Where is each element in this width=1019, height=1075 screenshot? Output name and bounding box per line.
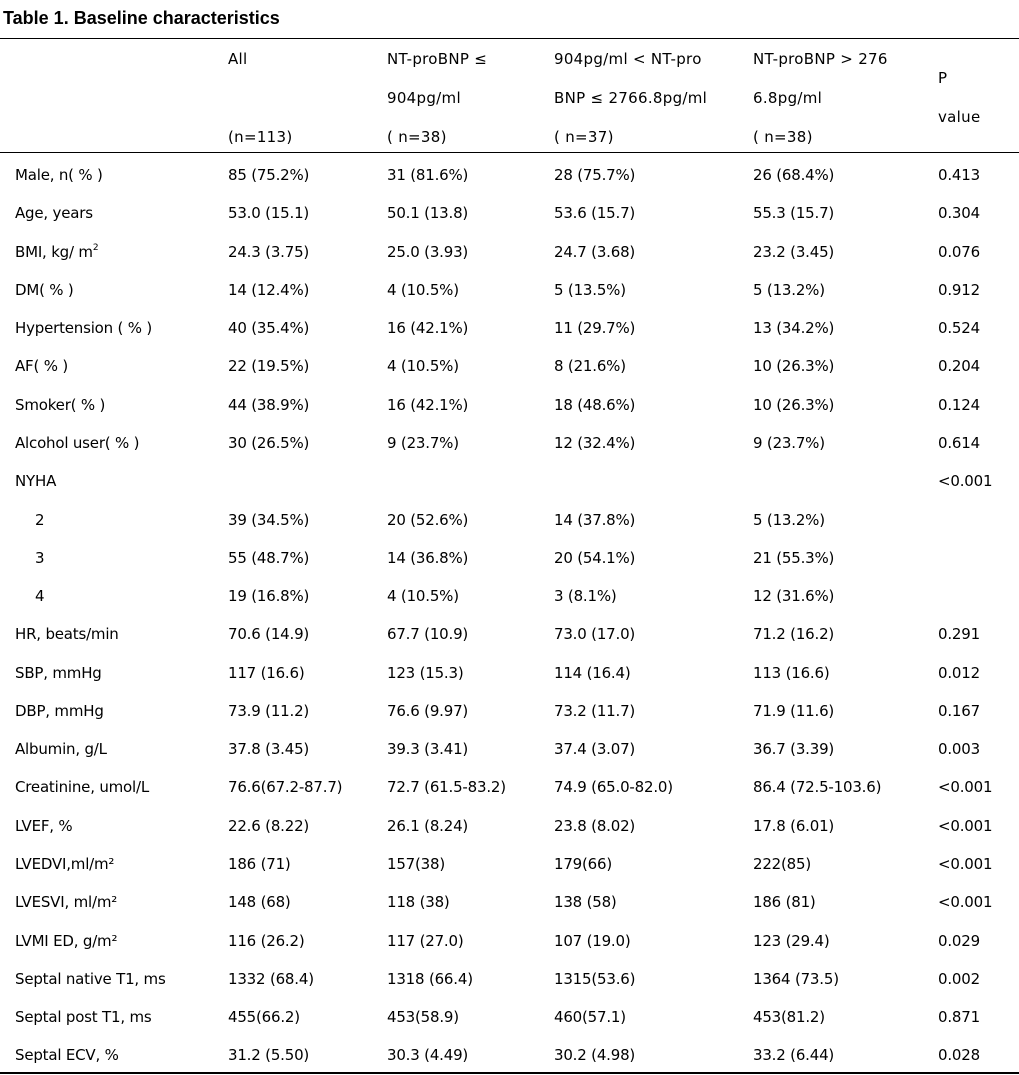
- cell-group3-text: 71.9 (11.6): [753, 702, 835, 720]
- cell-all: [228, 777, 342, 797]
- row-label: [15, 969, 166, 989]
- cell-group1-text: 4 (10.5%): [387, 357, 459, 375]
- cell-group1: [387, 548, 468, 568]
- cell-all-text: 70.6 (14.9): [228, 625, 310, 643]
- cell-p-value: [938, 1045, 980, 1065]
- row-label: [15, 854, 114, 874]
- row-label-text: 4: [35, 587, 45, 605]
- cell-group1-text: 4 (10.5%): [387, 587, 459, 605]
- row-label-text: Male, n( % ): [15, 166, 103, 184]
- cell-group3: [753, 816, 834, 836]
- row-label: [15, 624, 119, 644]
- cell-group2-text: 30.2 (4.98): [554, 1046, 636, 1064]
- cell-group2-text: 3 (8.1%): [554, 587, 617, 605]
- row-label: [15, 242, 98, 262]
- cell-group3-text: 453(81.2): [753, 1008, 825, 1026]
- cell-p-value: [938, 854, 992, 874]
- cell-all: [228, 548, 309, 568]
- cell-all: [228, 969, 314, 989]
- row-label-text: SBP, mmHg: [15, 664, 102, 682]
- header-group3-cont: 6.8pg/ml: [753, 89, 823, 107]
- cell-p-value-text: 0.304: [938, 204, 980, 222]
- row-label: [15, 663, 102, 683]
- header-group2: 904pg/ml < NT-pro: [554, 50, 702, 68]
- cell-all: [228, 892, 291, 912]
- cell-all-text: 24.3 (3.75): [228, 243, 310, 261]
- cell-group2-text: 28 (75.7%): [554, 166, 636, 184]
- cell-group1-text: 16 (42.1%): [387, 396, 469, 414]
- cell-group3-text: 71.2 (16.2): [753, 625, 835, 643]
- cell-group3: [753, 586, 834, 606]
- row-label-text: AF( % ): [15, 357, 68, 375]
- cell-group3: [753, 739, 834, 759]
- cell-group3-text: 5 (13.2%): [753, 281, 825, 299]
- cell-group1-text: 1318 (66.4): [387, 970, 473, 988]
- row-label: [15, 816, 72, 836]
- row-label-text: Septal post T1, ms: [15, 1008, 152, 1026]
- cell-p-value: [938, 165, 980, 185]
- cell-group1: [387, 165, 468, 185]
- cell-all: [228, 356, 309, 376]
- cell-p-value-text: 0.029: [938, 932, 980, 950]
- cell-group1-text: 26.1 (8.24): [387, 817, 469, 835]
- cell-group2-text: 74.9 (65.0-82.0): [554, 778, 673, 796]
- row-label-text: LVEF, %: [15, 817, 73, 835]
- superscript: 2: [92, 243, 99, 253]
- cell-group2-text: 73.2 (11.7): [554, 702, 636, 720]
- cell-group2-text: 37.4 (3.07): [554, 740, 636, 758]
- cell-group2: [554, 433, 635, 453]
- cell-all: [228, 395, 309, 415]
- cell-group1-text: 67.7 (10.9): [387, 625, 469, 643]
- cell-group2: [554, 318, 635, 338]
- cell-group3-text: 23.2 (3.45): [753, 243, 835, 261]
- cell-group2-text: 5 (13.5%): [554, 281, 626, 299]
- header-group3: NT-proBNP > 276: [753, 50, 888, 68]
- cell-group2: [554, 203, 635, 223]
- cell-p-value-text: 0.076: [938, 243, 980, 261]
- row-label: [15, 203, 93, 223]
- cell-group3: [753, 931, 830, 951]
- cell-all-text: 76.6(67.2-87.7): [228, 778, 343, 796]
- cell-p-value-text: 0.912: [938, 281, 980, 299]
- cell-group1: [387, 777, 506, 797]
- row-label-text: Septal ECV, %: [15, 1046, 119, 1064]
- row-label: [15, 1007, 152, 1027]
- cell-group1: [387, 1045, 468, 1065]
- row-label: [15, 471, 56, 491]
- cell-all-text: 73.9 (11.2): [228, 702, 310, 720]
- cell-all-text: 148 (68): [228, 893, 291, 911]
- cell-group1-text: 453(58.9): [387, 1008, 459, 1026]
- cell-group3: [753, 701, 834, 721]
- cell-group1-text: 20 (52.6%): [387, 511, 469, 529]
- cell-p-value-text: 0.413: [938, 166, 980, 184]
- row-label: [15, 1045, 119, 1065]
- row-label: [15, 892, 117, 912]
- cell-group3: [753, 280, 825, 300]
- cell-group1-text: 123 (15.3): [387, 664, 464, 682]
- cell-group1-text: 76.6 (9.97): [387, 702, 469, 720]
- cell-all: [228, 510, 309, 530]
- cell-group1-text: 31 (81.6%): [387, 166, 469, 184]
- cell-group3: [753, 854, 811, 874]
- cell-group3: [753, 318, 834, 338]
- header-group1-n: ( n=38): [387, 128, 447, 146]
- cell-all-text: 22.6 (8.22): [228, 817, 310, 835]
- cell-group3-text: 10 (26.3%): [753, 357, 835, 375]
- cell-group3-text: 123 (29.4): [753, 932, 830, 950]
- row-label: [35, 586, 44, 606]
- cell-group2-text: 138 (58): [554, 893, 617, 911]
- cell-all: [228, 816, 309, 836]
- row-label: [15, 395, 105, 415]
- cell-group3-text: 17.8 (6.01): [753, 817, 835, 835]
- cell-p-value: [938, 242, 980, 262]
- cell-group3-text: 5 (13.2%): [753, 511, 825, 529]
- cell-group1-text: 14 (36.8%): [387, 549, 469, 567]
- cell-group1: [387, 701, 468, 721]
- cell-all-text: 1332 (68.4): [228, 970, 314, 988]
- cell-all: [228, 586, 309, 606]
- cell-group3-text: 33.2 (6.44): [753, 1046, 835, 1064]
- row-label: [15, 433, 139, 453]
- cell-group1: [387, 395, 468, 415]
- cell-group3: [753, 548, 834, 568]
- row-label: [15, 165, 103, 185]
- row-label-text: DBP, mmHg: [15, 702, 104, 720]
- cell-group3: [753, 1045, 834, 1065]
- cell-all-text: 186 (71): [228, 855, 291, 873]
- cell-group1: [387, 1007, 459, 1027]
- cell-group3: [753, 165, 834, 185]
- row-label-text: Age, years: [15, 204, 93, 222]
- cell-group1: [387, 624, 468, 644]
- cell-group1: [387, 663, 464, 683]
- cell-all: [228, 165, 309, 185]
- header-group3-n: ( n=38): [753, 128, 813, 146]
- top-rule: [0, 38, 1019, 39]
- cell-group2-text: 107 (19.0): [554, 932, 631, 950]
- cell-group2-text: 20 (54.1%): [554, 549, 636, 567]
- cell-group3: [753, 395, 834, 415]
- cell-p-value: [938, 624, 980, 644]
- cell-group1: [387, 854, 445, 874]
- cell-group3: [753, 777, 881, 797]
- cell-group2: [554, 854, 612, 874]
- header-group1-cont: 904pg/ml: [387, 89, 461, 107]
- cell-group2: [554, 663, 631, 683]
- cell-p-value: [938, 892, 992, 912]
- cell-all-text: 44 (38.9%): [228, 396, 310, 414]
- cell-group2: [554, 777, 673, 797]
- cell-group2: [554, 892, 617, 912]
- cell-group2: [554, 969, 635, 989]
- cell-p-value-text: 0.124: [938, 396, 980, 414]
- cell-all-text: 455(66.2): [228, 1008, 300, 1026]
- header-all-n: (n=113): [228, 128, 293, 146]
- cell-group3-text: 12 (31.6%): [753, 587, 835, 605]
- cell-group3-text: 13 (34.2%): [753, 319, 835, 337]
- cell-p-value: [938, 356, 980, 376]
- cell-group3: [753, 242, 834, 262]
- cell-group1: [387, 892, 450, 912]
- cell-group2: [554, 624, 635, 644]
- cell-group3: [753, 433, 825, 453]
- cell-group2-text: 11 (29.7%): [554, 319, 636, 337]
- cell-all: [228, 624, 309, 644]
- cell-group1-text: 157(38): [387, 855, 446, 873]
- row-label-text: LVEDVI,ml/m²: [15, 855, 115, 873]
- cell-group1: [387, 510, 468, 530]
- cell-group3-text: 86.4 (72.5-103.6): [753, 778, 882, 796]
- row-label-text: Albumin, g/L: [15, 740, 107, 758]
- bottom-rule: [0, 1072, 1019, 1074]
- row-label: [15, 701, 104, 721]
- cell-all: [228, 280, 309, 300]
- cell-p-value-text: 0.524: [938, 319, 980, 337]
- cell-all-text: 53.0 (15.1): [228, 204, 310, 222]
- cell-group1: [387, 280, 459, 300]
- cell-p-value: [938, 433, 980, 453]
- cell-group2: [554, 1007, 626, 1027]
- cell-p-value-text: 0.028: [938, 1046, 980, 1064]
- cell-p-value: [938, 203, 980, 223]
- cell-all: [228, 931, 305, 951]
- row-label-text: LVESVI, ml/m²: [15, 893, 118, 911]
- cell-group2: [554, 395, 635, 415]
- cell-group1: [387, 318, 468, 338]
- cell-group1: [387, 816, 468, 836]
- cell-all-text: 30 (26.5%): [228, 434, 310, 452]
- cell-group1: [387, 242, 468, 262]
- cell-group1-text: 25.0 (3.93): [387, 243, 469, 261]
- cell-group2: [554, 701, 635, 721]
- cell-all: [228, 739, 309, 759]
- row-label-text: DM( % ): [15, 281, 74, 299]
- cell-group1: [387, 969, 473, 989]
- cell-all: [228, 433, 309, 453]
- row-label-text: Hypertension ( % ): [15, 319, 153, 337]
- cell-group2: [554, 165, 635, 185]
- row-label: [15, 777, 149, 797]
- cell-all-text: 31.2 (5.50): [228, 1046, 310, 1064]
- cell-group1-text: 72.7 (61.5-83.2): [387, 778, 506, 796]
- cell-all: [228, 1007, 300, 1027]
- cell-group3-text: 113 (16.6): [753, 664, 830, 682]
- cell-group3-text: 9 (23.7%): [753, 434, 825, 452]
- cell-p-value-text: 0.614: [938, 434, 980, 452]
- cell-group1-text: 118 (38): [387, 893, 450, 911]
- cell-p-value-text: <0.001: [938, 817, 993, 835]
- cell-all-text: 19 (16.8%): [228, 587, 310, 605]
- cell-group3: [753, 624, 834, 644]
- cell-group2: [554, 931, 631, 951]
- cell-p-value: [938, 280, 980, 300]
- row-label-text: 2: [35, 511, 45, 529]
- row-label: [35, 510, 44, 530]
- cell-p-value: [938, 1007, 980, 1027]
- cell-group3-text: 55.3 (15.7): [753, 204, 835, 222]
- cell-group1: [387, 203, 468, 223]
- row-label: [35, 548, 44, 568]
- cell-group1: [387, 586, 459, 606]
- cell-all-text: 85 (75.2%): [228, 166, 310, 184]
- cell-group2-text: 14 (37.8%): [554, 511, 636, 529]
- cell-group2: [554, 739, 635, 759]
- cell-all: [228, 242, 309, 262]
- header-group2-n: ( n=37): [554, 128, 614, 146]
- cell-group3: [753, 510, 825, 530]
- cell-p-value-text: 0.002: [938, 970, 980, 988]
- cell-p-value-text: <0.001: [938, 855, 993, 873]
- cell-group3-text: 222(85): [753, 855, 812, 873]
- cell-group3-text: 1364 (73.5): [753, 970, 839, 988]
- cell-group3-text: 26 (68.4%): [753, 166, 835, 184]
- table-title: Table 1. Baseline characteristics: [3, 8, 280, 28]
- cell-p-value: [938, 931, 980, 951]
- cell-group3: [753, 203, 834, 223]
- cell-group3-text: 21 (55.3%): [753, 549, 835, 567]
- cell-all-text: 116 (26.2): [228, 932, 305, 950]
- row-label-text: Septal native T1, ms: [15, 970, 166, 988]
- cell-group2-text: 73.0 (17.0): [554, 625, 636, 643]
- cell-p-value-text: 0.167: [938, 702, 980, 720]
- cell-group2-text: 23.8 (8.02): [554, 817, 636, 835]
- cell-all: [228, 701, 309, 721]
- header-group1: NT-proBNP ≤: [387, 50, 488, 68]
- cell-group2-text: 53.6 (15.7): [554, 204, 636, 222]
- cell-group2-text: 12 (32.4%): [554, 434, 636, 452]
- row-label-text: LVMI ED, g/m²: [15, 932, 118, 950]
- cell-group2-text: 18 (48.6%): [554, 396, 636, 414]
- cell-p-value-text: <0.001: [938, 472, 993, 490]
- cell-all: [228, 854, 291, 874]
- cell-group3-text: 186 (81): [753, 893, 816, 911]
- cell-all: [228, 663, 305, 683]
- header-all: All: [228, 50, 248, 68]
- cell-all-text: 40 (35.4%): [228, 319, 310, 337]
- cell-all-text: 14 (12.4%): [228, 281, 310, 299]
- cell-all-text: 22 (19.5%): [228, 357, 310, 375]
- row-label: [15, 931, 117, 951]
- cell-all: [228, 1045, 309, 1065]
- row-label-text: Smoker( % ): [15, 396, 106, 414]
- row-label: [15, 356, 68, 376]
- cell-group2: [554, 242, 635, 262]
- cell-group1: [387, 356, 459, 376]
- cell-group3-text: 36.7 (3.39): [753, 740, 835, 758]
- row-label: [15, 739, 107, 759]
- cell-p-value: [938, 739, 980, 759]
- cell-group2: [554, 548, 635, 568]
- cell-p-value-text: 0.012: [938, 664, 980, 682]
- cell-p-value-text: 0.204: [938, 357, 980, 375]
- cell-group2-text: 1315(53.6): [554, 970, 636, 988]
- cell-group2: [554, 1045, 635, 1065]
- cell-p-value: [938, 777, 992, 797]
- row-label: [15, 280, 74, 300]
- row-label-text: HR, beats/min: [15, 625, 119, 643]
- cell-group1-text: 30.3 (4.49): [387, 1046, 469, 1064]
- cell-p-value: [938, 663, 980, 683]
- cell-p-value-text: <0.001: [938, 778, 993, 796]
- cell-group3: [753, 356, 834, 376]
- cell-group2: [554, 280, 626, 300]
- cell-group3: [753, 892, 816, 912]
- cell-all-text: 117 (16.6): [228, 664, 305, 682]
- cell-group2-text: 179(66): [554, 855, 613, 873]
- cell-group3: [753, 663, 830, 683]
- cell-group1-text: 9 (23.7%): [387, 434, 459, 452]
- cell-group1: [387, 931, 464, 951]
- cell-group2-text: 114 (16.4): [554, 664, 631, 682]
- row-label-text: BMI, kg/ m: [15, 243, 93, 261]
- cell-group3: [753, 1007, 825, 1027]
- cell-group2-text: 460(57.1): [554, 1008, 626, 1026]
- header-p-value: value: [938, 108, 981, 126]
- cell-group2: [554, 510, 635, 530]
- header-rule: [0, 152, 1019, 153]
- cell-group1: [387, 739, 468, 759]
- cell-p-value: [938, 318, 980, 338]
- cell-p-value-text: 0.871: [938, 1008, 980, 1026]
- cell-group2: [554, 816, 635, 836]
- cell-p-value: [938, 471, 992, 491]
- header-p: P: [938, 69, 948, 87]
- cell-group2-text: 8 (21.6%): [554, 357, 626, 375]
- cell-p-value: [938, 395, 980, 415]
- cell-group1-text: 4 (10.5%): [387, 281, 459, 299]
- cell-group1-text: 16 (42.1%): [387, 319, 469, 337]
- cell-group2: [554, 356, 626, 376]
- cell-all-text: 55 (48.7%): [228, 549, 310, 567]
- row-label-text: NYHA: [15, 472, 57, 490]
- cell-p-value-text: 0.291: [938, 625, 980, 643]
- cell-group2: [554, 586, 617, 606]
- cell-group1: [387, 433, 459, 453]
- cell-group1-text: 50.1 (13.8): [387, 204, 469, 222]
- cell-all-text: 37.8 (3.45): [228, 740, 310, 758]
- row-label-text: Alcohol user( % ): [15, 434, 140, 452]
- cell-group2-text: 24.7 (3.68): [554, 243, 636, 261]
- cell-all: [228, 318, 309, 338]
- header-group2-cont: BNP ≤ 2766.8pg/ml: [554, 89, 708, 107]
- cell-p-value-text: <0.001: [938, 893, 993, 911]
- row-label: [15, 318, 152, 338]
- cell-group3: [753, 969, 839, 989]
- row-label-text: 3: [35, 549, 45, 567]
- cell-p-value: [938, 969, 980, 989]
- cell-p-value: [938, 816, 992, 836]
- cell-group3-text: 10 (26.3%): [753, 396, 835, 414]
- cell-p-value: [938, 701, 980, 721]
- row-label-text: Creatinine, umol/L: [15, 778, 150, 796]
- cell-group1-text: 39.3 (3.41): [387, 740, 469, 758]
- cell-all: [228, 203, 309, 223]
- cell-p-value-text: 0.003: [938, 740, 980, 758]
- cell-all-text: 39 (34.5%): [228, 511, 310, 529]
- cell-group1-text: 117 (27.0): [387, 932, 464, 950]
